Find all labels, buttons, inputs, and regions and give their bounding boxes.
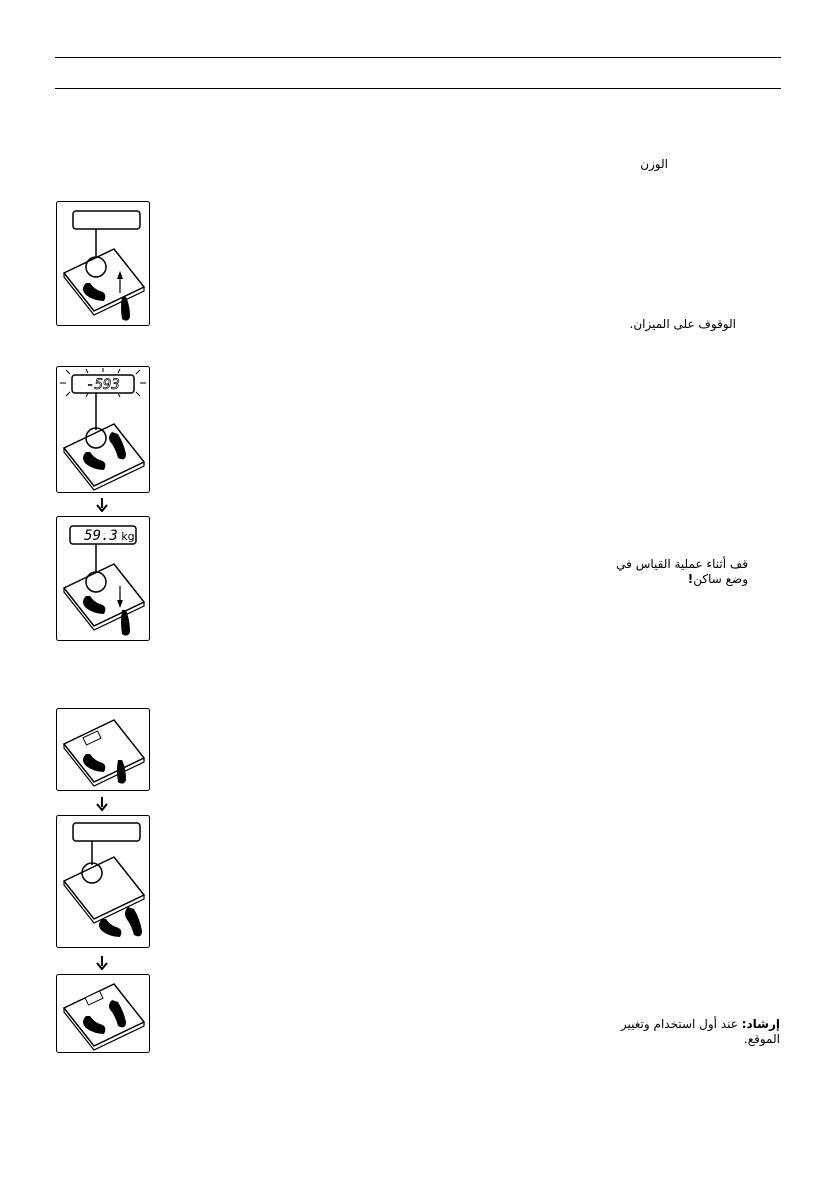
hint-label: إرشاد:	[741, 1017, 780, 1031]
step-on-note: الوقوف على الميزان.	[629, 317, 736, 331]
figure-measuring	[56, 366, 150, 494]
stand-still-line1: قف أثناء عملية القياس في	[616, 557, 748, 571]
bottom-rule	[55, 88, 781, 89]
weight-heading: الوزن	[640, 157, 668, 171]
down-arrow-icon	[96, 497, 108, 516]
top-rule	[55, 57, 781, 58]
flashing-reading: -593	[86, 377, 120, 393]
display-window	[73, 211, 140, 229]
stand-still-text: وضع ساكن	[693, 572, 748, 586]
stand-still-line2	[548, 572, 748, 587]
figure-final-reading	[56, 516, 150, 642]
down-arrow-icon	[96, 955, 108, 974]
down-arrow-icon	[96, 796, 108, 815]
final-unit: kg	[121, 530, 135, 543]
hint-note	[580, 1017, 780, 1047]
hint-line1	[580, 1017, 780, 1032]
display-window	[73, 823, 140, 841]
hint-text: عند أول استخدام وتغيير	[620, 1017, 742, 1031]
stand-still-note	[548, 557, 748, 587]
exclamation-mark: !	[687, 572, 694, 586]
hint-line2: الموقع.	[743, 1032, 780, 1046]
figure-initial-step	[56, 708, 150, 792]
figure-step-off	[56, 815, 150, 949]
figure-step-on	[56, 201, 150, 327]
figure-step-on-again	[56, 974, 150, 1054]
final-reading: 59.3	[84, 528, 118, 544]
